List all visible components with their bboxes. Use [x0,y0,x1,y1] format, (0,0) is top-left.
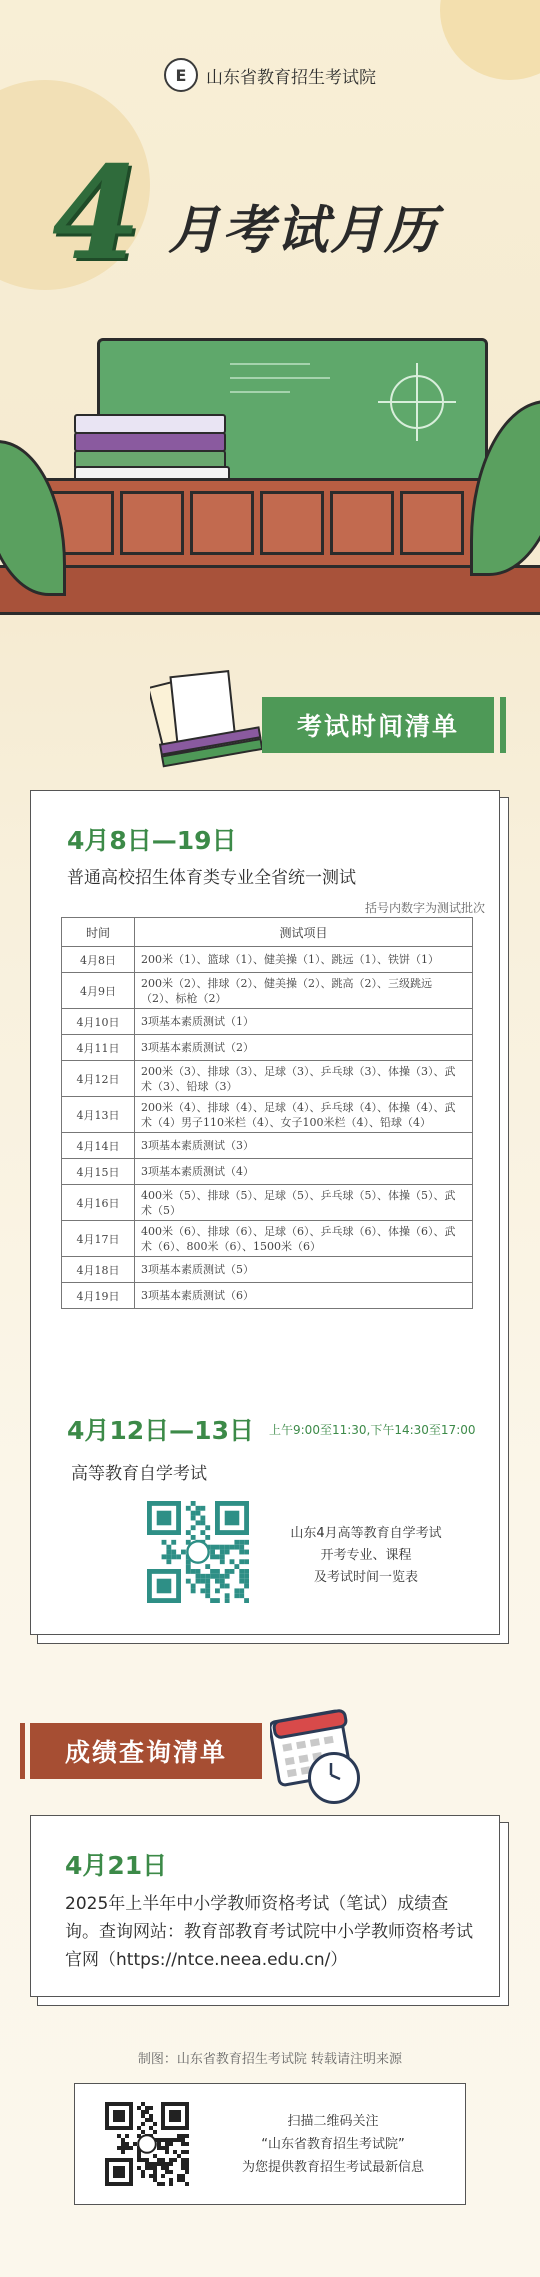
table-row [62,1283,473,1309]
exam2-title: 高等教育自学考试 [71,1464,207,1484]
exam2-date: 4月12日—13日 [67,1416,254,1445]
row-day: 4月11日 [62,1035,135,1061]
row-day: 4月12日 [62,1061,135,1097]
follow-text [215,2110,451,2179]
org-name: 山东省教育招生考试院 [206,67,376,88]
table-row [62,973,473,1009]
row-day: 4月13日 [62,1097,135,1133]
section-title-schedule: 考试时间清单 [262,697,494,753]
row-items: 200米（1）、篮球（1）、健美操（1）、跳远（1）、铁饼（1） [135,947,473,973]
col-header: 时间 [62,918,135,947]
row-day: 4月17日 [62,1221,135,1257]
table-row [62,1257,473,1283]
org-header [0,58,540,92]
shelf-cell [400,491,464,555]
shelf [40,478,520,571]
shelf-cell [260,491,324,555]
row-items: 3项基本素质测试（2） [135,1035,473,1061]
result1-text: 2025年上半年中小学教师资格考试（笔试）成绩查询。查询网站：教育部教育考试院中小学教师资格考试官网（https://ntce.neea.edu.cn/） [65,1894,473,1970]
col-header: 测试项目 [135,918,473,947]
crosshair-icon [378,363,456,441]
table-row [62,1159,473,1185]
row-day: 4月10日 [62,1009,135,1035]
follow-line: 为您提供教育招生考试最新信息 [241,2160,424,2175]
table-row [62,1061,473,1097]
row-items: 3项基本素质测试（6） [135,1283,473,1309]
row-day: 4月18日 [62,1257,135,1283]
qr-code-icon [105,2102,189,2186]
qr-desc-line: 山东4月高等教育自学考试 [290,1526,442,1541]
table-row [62,1097,473,1133]
table-header-row [62,918,473,947]
books-icon [150,660,270,770]
row-items: 200米（4）、排球（4）、足球（4）、乒乓球（4）、体操（4）、武术（4）男子110米栏（4）、女子100米栏（4）、铅球（4） [135,1097,473,1133]
follow-box [74,2083,466,2205]
credit-text: 制图：山东省教育招生考试院 转载请注明来源 [137,2052,403,2067]
follow-line: 扫描二维码关注 [287,2114,379,2129]
table-row [62,1221,473,1257]
result1-date: 4月21日 [65,1851,168,1880]
row-items: 3项基本素质测试（3） [135,1133,473,1159]
hero-number: 4 [52,139,142,289]
books-icon [74,432,226,452]
exam1-title: 普通高校招生体育类专业全省统一测试 [67,868,356,888]
exam1-note: 括号内数字为测试批次 [364,901,485,915]
row-day: 4月15日 [62,1159,135,1185]
exam2-time: 上午9:00至11:30,下午14:30至17:00 [269,1423,476,1437]
table-row [62,1035,473,1061]
row-items: 400米（5）、排球（5）、足球（5）、乒乓球（5）、体操（5）、武术（5） [135,1185,473,1221]
clock-icon [308,1752,360,1804]
qr-desc-line: 开考专业、课程 [320,1548,412,1563]
shelf-cell [190,491,254,555]
chalk-line [230,363,310,365]
leaf-icon [0,440,66,596]
results-card [30,1815,500,1997]
row-day: 4月16日 [62,1185,135,1221]
table-row [62,947,473,973]
chalk-line [230,377,330,379]
row-day: 4月9日 [62,973,135,1009]
table-row [62,1009,473,1035]
table-row [62,1185,473,1221]
shelf-cell [120,491,184,555]
row-day: 4月8日 [62,947,135,973]
follow-line: “山东省教育招生考试院” [261,2137,405,2152]
row-items: 3项基本素质测试（5） [135,1257,473,1283]
row-items: 400米（6）、排球（6）、足球（6）、乒乓球（6）、体操（6）、武术（6）、800米（6）、1500米（6） [135,1221,473,1257]
logo-icon: E [164,58,198,92]
ground [0,565,540,615]
schedule-table [61,917,473,1309]
qr-description [271,1523,461,1589]
row-items: 200米（3）、排球（3）、足球（3）、乒乓球（3）、体操（3）、武术（3）、铅球（3） [135,1061,473,1097]
qr-desc-line: 及考试时间一览表 [313,1570,418,1585]
row-items: 200米（2）、排球（2）、健美操（2）、跳高（2）、三级跳远（2）、标枪（2） [135,973,473,1009]
exam-schedule-card [30,790,500,1635]
row-day: 4月19日 [62,1283,135,1309]
shelf-cell [330,491,394,555]
exam1-date: 4月8日—19日 [67,826,237,855]
chalk-line [230,391,290,393]
row-items: 3项基本素质测试（4） [135,1159,473,1185]
qr-code-icon [147,1501,249,1603]
section-title-results: 成绩查询清单 [30,1723,262,1779]
row-day: 4月14日 [62,1133,135,1159]
clock-hands [311,1755,351,1795]
table-row [62,1133,473,1159]
row-items: 3项基本素质测试（1） [135,1009,473,1035]
books-icon [74,414,226,434]
hero-title: 月考试月历 [168,201,439,261]
